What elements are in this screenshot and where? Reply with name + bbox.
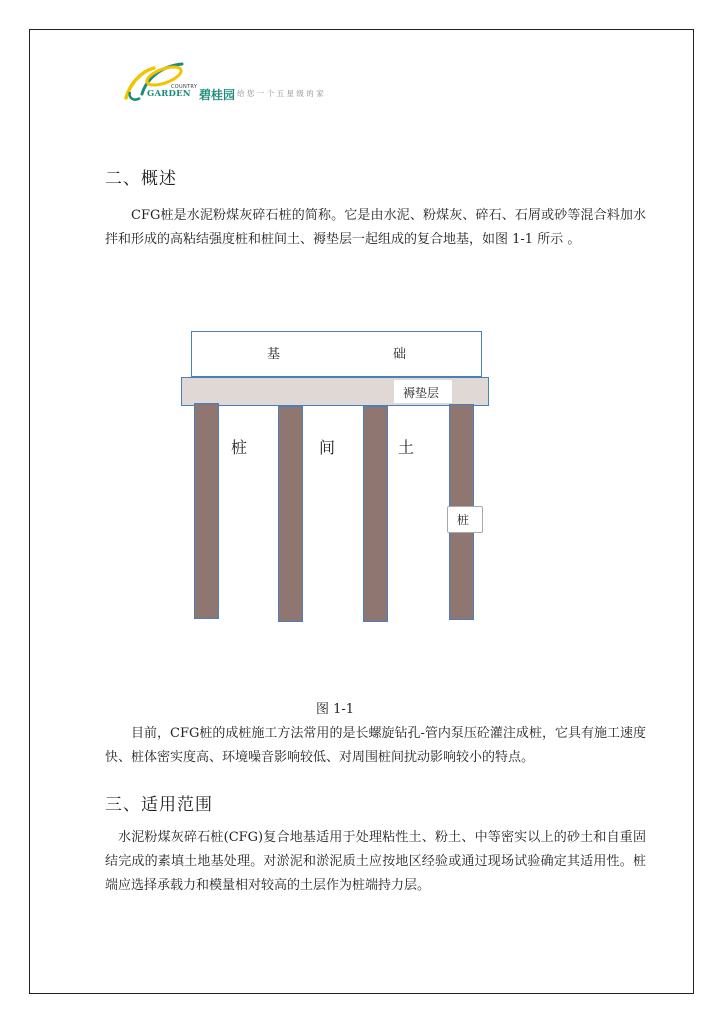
logo-slogan: 给您一个五星级的家 <box>237 89 327 98</box>
pile-3 <box>363 406 388 622</box>
foundation-label-left: 基 <box>267 347 281 362</box>
soil-label-2: 间 <box>319 438 336 457</box>
pile-label: 桩 <box>457 513 470 527</box>
pile-2 <box>278 406 303 622</box>
section-heading-overview: 二、概述 <box>105 169 177 189</box>
logo-garden-text: GARDEN <box>147 89 191 99</box>
scope-paragraph: 水泥粉煤灰碎石桩(CFG)复合地基适用于处理粘性土、粉土、中等密实以上的砂土和自重固结完成的素填土地基处理。对淤泥和淤泥质土应按地区经验或通过现场试验确定其适用性。桩端应选择承载力和模量相对较高的土层作为桩端持力层。 <box>105 830 646 893</box>
soil-label-1: 桩 <box>231 438 248 457</box>
logo-country-text: COUNTRY <box>171 84 198 90</box>
section-heading-scope: 三、适用范围 <box>105 795 213 815</box>
cushion-label: 褥垫层 <box>403 386 440 400</box>
foundation-label-right: 础 <box>393 347 407 362</box>
foundation-box <box>191 331 482 377</box>
overview-paragraph: CFG桩是水泥粉煤灰碎石桩的简称。它是由水泥、粉煤灰、碎石、石屑或砂等混合料加水拌和形成的高粘结强度桩和桩间土、褥垫层一起组成的复合地基，如图 1-1 所示 。 <box>105 208 646 247</box>
pile-1 <box>194 403 219 619</box>
construction-paragraph: 目前，CFG桩的成桩施工方法常用的是长螺旋钻孔-管内泵压砼灌注成桩，它具有施工速度快、桩体密实度高、环境噪音影响较低、对周围桩间扰动影响较小的特点。 <box>105 726 646 765</box>
logo-chinese-name: 碧桂园 <box>199 88 236 102</box>
figure-caption: 图 1-1 <box>316 702 355 717</box>
soil-label-3: 土 <box>398 438 415 457</box>
